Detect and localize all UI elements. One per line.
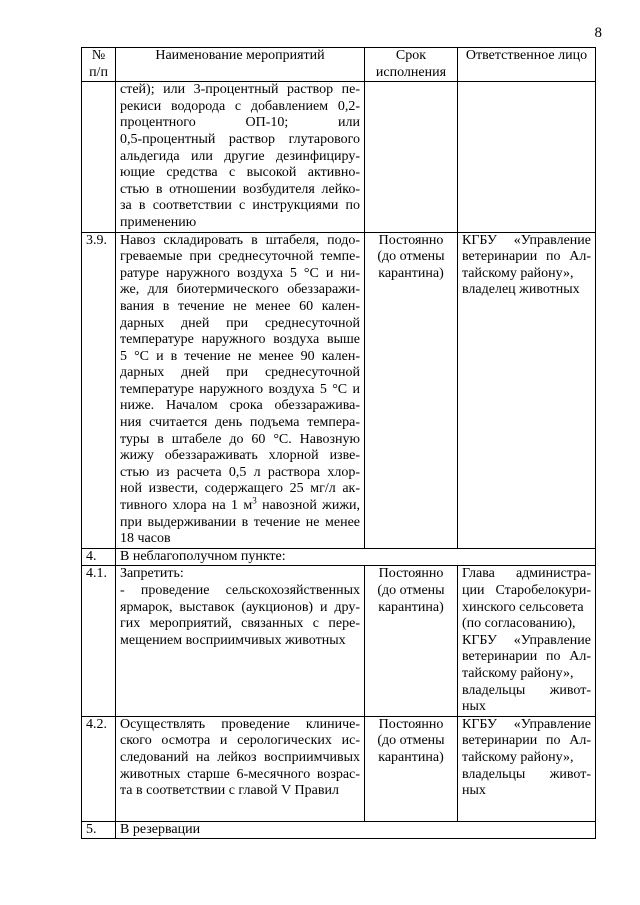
table-header-row xyxy=(82,48,596,82)
table-row-continuation xyxy=(82,82,596,232)
table-row-5 xyxy=(82,821,596,839)
responsible-cell xyxy=(458,82,596,232)
section-title: В резервации xyxy=(116,821,596,839)
term-cell: Постоянно (до отмены карантина) xyxy=(365,566,458,716)
measure-text: стей); или 3-процентный раствор пе- рекиси водорода с добавлением 0,2- процентного ОП-10; или 0,5-процентный раствор глутарового альдегида или другие дезинфициру- ющие средства с высокой активно- стью в отношении возбудителя лейко- за в соответствии с инструкциями по применению xyxy=(116,82,365,232)
row-number: 4.1. xyxy=(82,566,116,716)
row-number: 4.2. xyxy=(82,716,116,821)
measure-text: Запретить: - проведение сельскохозяйственных ярмарок, выставок (аукционов) и дру- гих мероприятий, связанных с пере- мещением восприимчивых животных xyxy=(116,566,365,716)
responsible-cell: КГБУ «Управление ветеринарии по Ал- тайскому району», владельцы живот- ных xyxy=(458,716,596,821)
header-responsible: Ответственное лицо xyxy=(458,48,596,82)
table-row-4 xyxy=(82,548,596,566)
table-row-4-2 xyxy=(82,716,596,821)
term-cell: Постоянно (до отмены карантина) xyxy=(365,232,458,548)
measure-text: Навоз складировать в штабеля, подо- греваемые при среднесуточной темпе- ратуре наружного воздуха 5 °С и ни- же, для биотермического обеззаражи- вания в течение не менее 60 кален- дарных дней при среднесуточной температуре наружного воздуха выше 5 °С и в течение не менее 90 кален- дарных дней при среднесуточной температуре наружного воздуха 5 °С и ниже. Началом срока обеззаражива- ния считается день подъема темпера- туры в штабеле до 60 °С. Навозную жижу обеззараживать хлорной изве- стью из расчета 0,5 л раствора хлор- ной извести, содержащего 25 мг/л ак- тивного хлора на 1 $м^3$ навозной жижи, при выдерживании в течение не менее 18 часов xyxy=(116,232,365,548)
term-cell: Постоянно (до отмены карантина) xyxy=(365,716,458,821)
measure-text: Осуществлять проведение клиниче- ского осмотра и серологических ис- следований на лейкоз восприимчивых животных старше 6-месячного возрас- та в соответствии с главой V Правил xyxy=(116,716,365,821)
responsible-cell: Глава администра- ции Старобелокури- хинского сельсовета (по согласованию), КГБУ «Управление ветеринарии по Ал- тайскому району», владельцы живот- ных xyxy=(458,566,596,716)
header-term: Срок исполнения xyxy=(365,48,458,82)
header-number: № п/п xyxy=(82,48,116,82)
table-row-3-9 xyxy=(82,232,596,548)
row-number: 3.9. xyxy=(82,232,116,548)
page-number: 8 xyxy=(594,25,602,41)
row-number: 4. xyxy=(82,548,116,566)
row-number: 5. xyxy=(82,821,116,839)
responsible-cell: КГБУ «Управление ветеринарии по Ал- тайскому району», владелец животных xyxy=(458,232,596,548)
term-cell xyxy=(365,82,458,232)
measures-table xyxy=(81,47,596,839)
table-row-4-1 xyxy=(82,566,596,716)
header-measure-name: Наименование мероприятий xyxy=(116,48,365,82)
section-title: В неблагополучном пункте: xyxy=(116,548,596,566)
chlorine-line: тивного хлора на 1 $м^3$ навозной жижи, xyxy=(120,495,361,514)
row-number xyxy=(82,82,116,232)
